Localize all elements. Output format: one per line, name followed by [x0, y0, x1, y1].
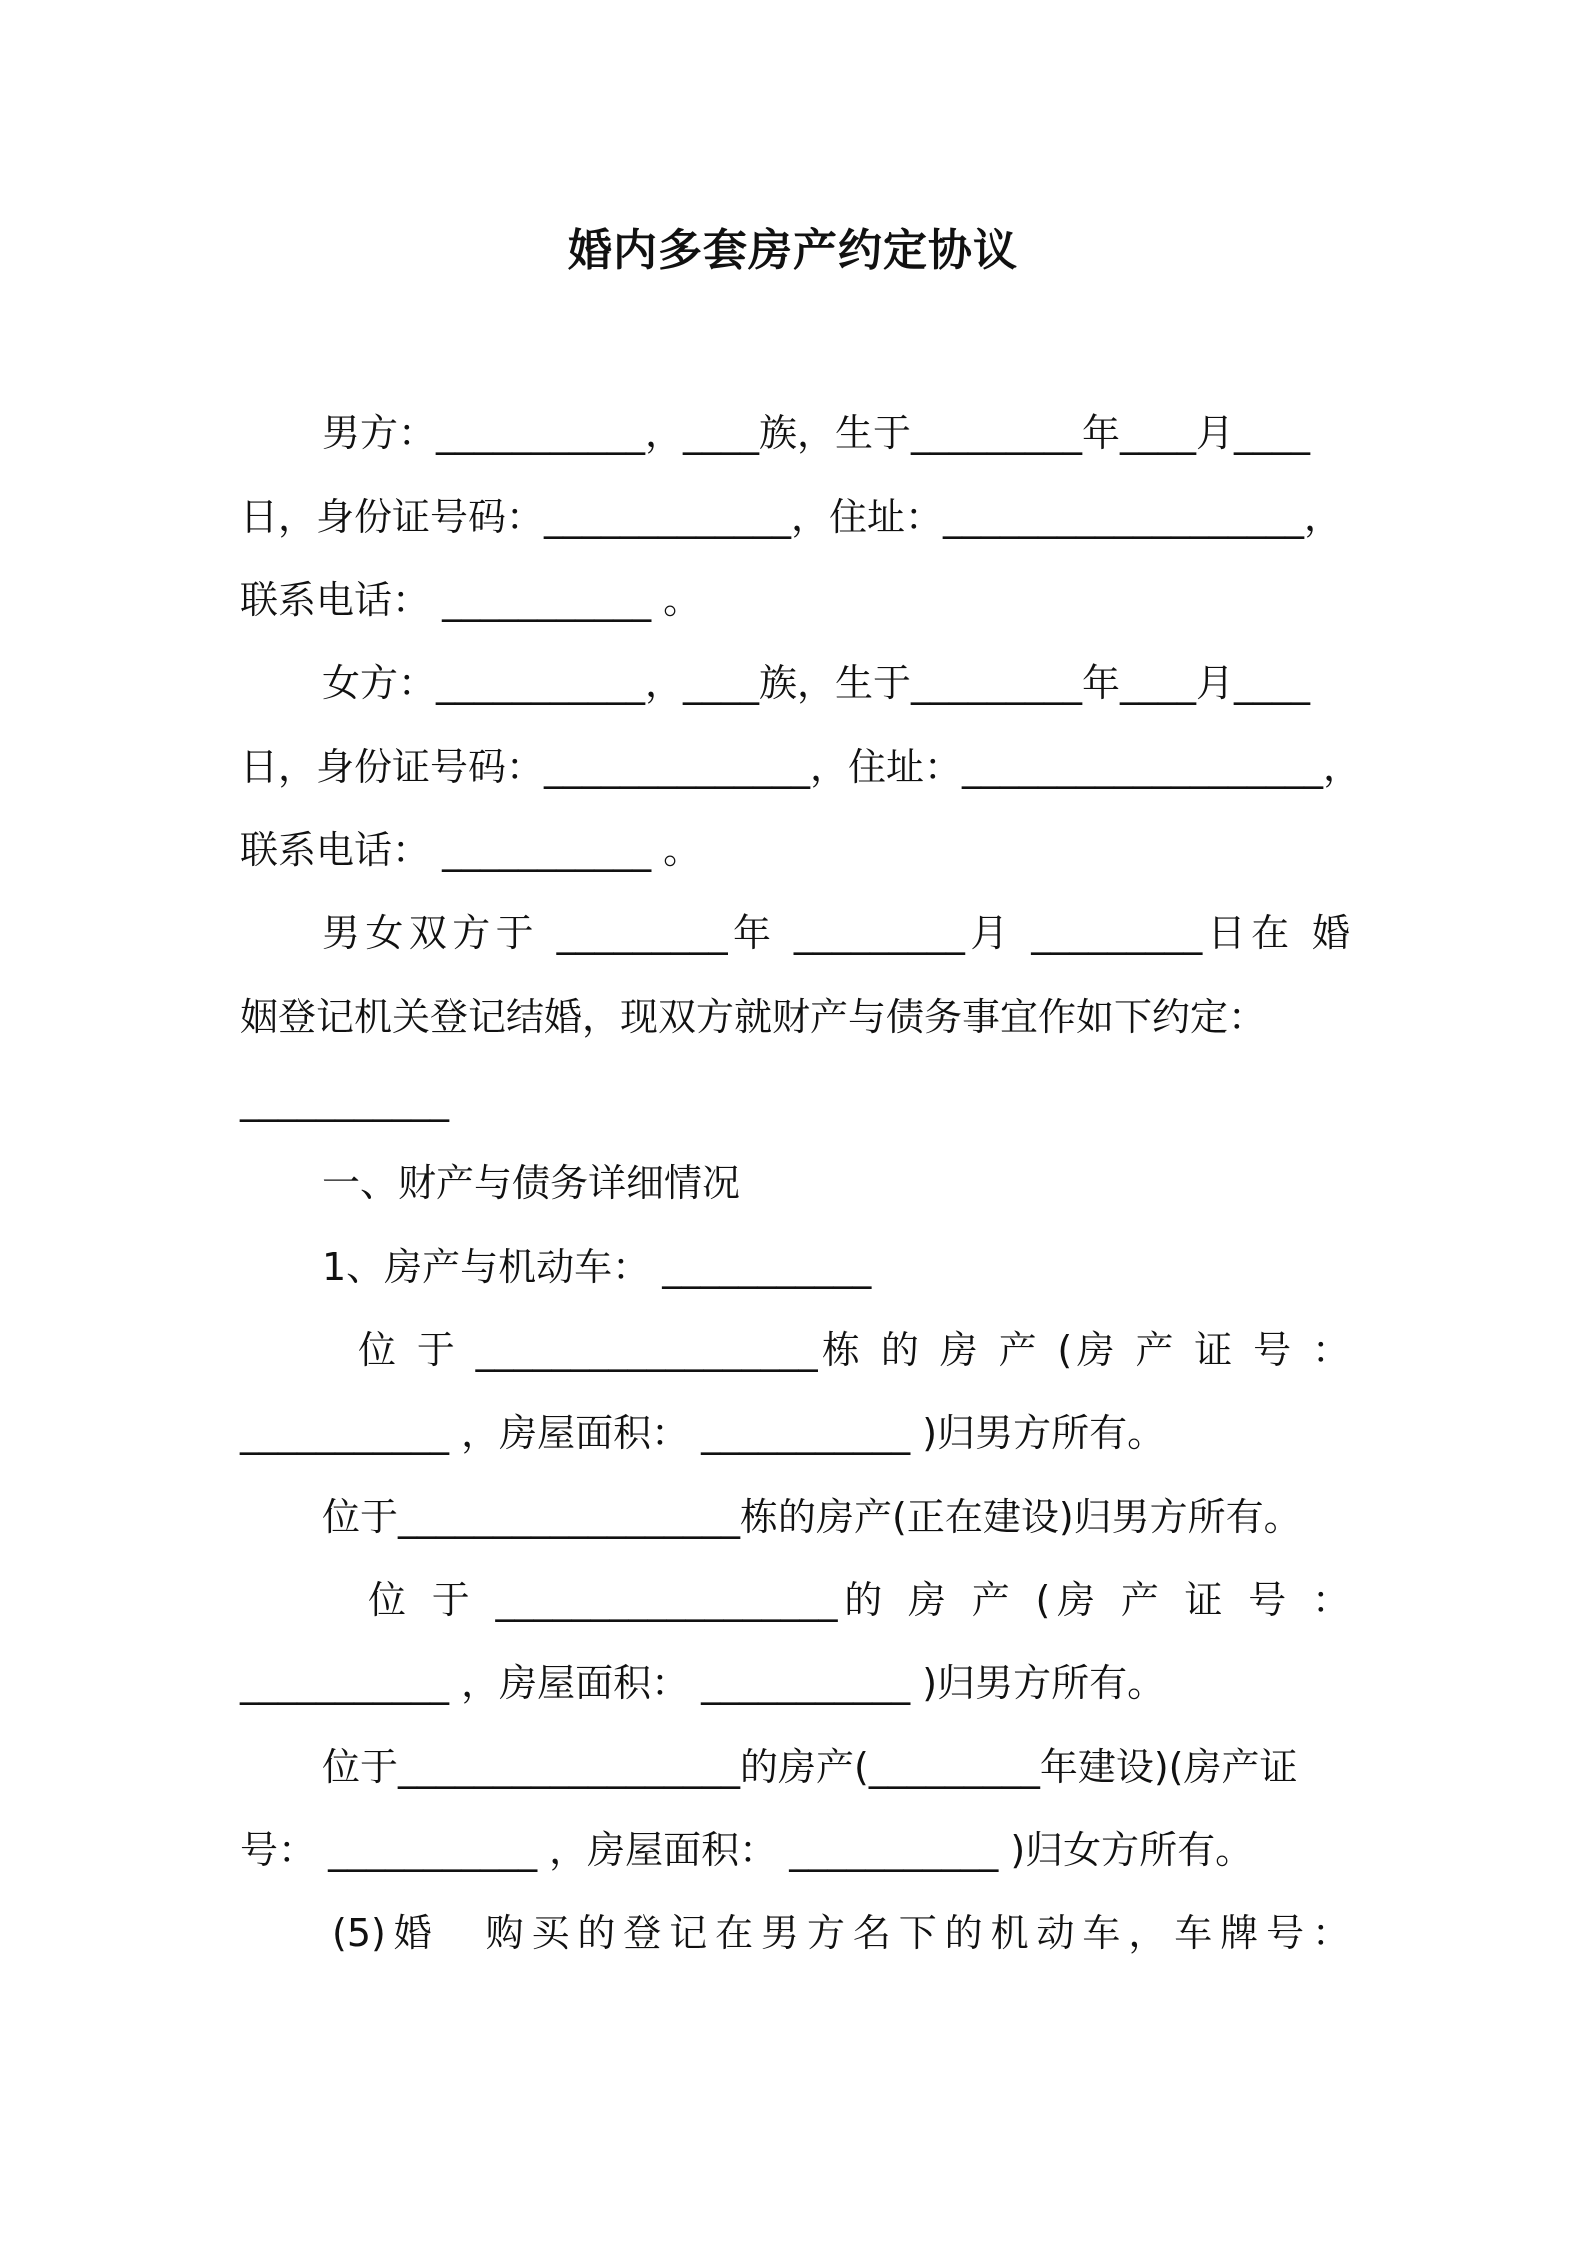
marriage-statement-line-2: 姻登记机关登记结婚，现双方就财产与债务事宜作如下约定： [240, 995, 1267, 1039]
property-1-line-1: 位 于 __________________栋 的 房 产 (房 产 证 号 ： [358, 1328, 1350, 1372]
property-4-line-1: 位于__________________的房产(_________年建设)(房产证 [322, 1745, 1298, 1789]
female-party-line-3: 联系电话： ___________ 。 [240, 828, 702, 872]
subsection-heading: 1、房产与机动车： ___________ [322, 1245, 872, 1289]
female-party-line-2: 日，身份证号码：______________，住址：___________________， [240, 745, 1362, 789]
marriage-statement-line-3: ___________ [240, 1078, 449, 1122]
male-party-line-3: 联系电话： ___________ 。 [240, 578, 702, 622]
property-3-line-1: 位 于 __________________的 房 产 (房 产 证 号 ： [368, 1578, 1350, 1622]
male-party-line-1: 男方：___________，____族，生于_________年____月____ [322, 411, 1311, 455]
vehicle-line: (5)婚 购买的登记在男方名下的机动车，车牌号： [332, 1911, 1350, 1955]
female-party-line-1: 女方：___________，____族，生于_________年____月____ [322, 661, 1311, 705]
marriage-statement-line-1: 男女双方于 _________年 _________月 _________日在 婚 [322, 911, 1350, 955]
property-1-line-2: ___________ ，房屋面积： ___________ )归男方所有。 [240, 1411, 1166, 1455]
document-title: 婚内多套房产约定协议 [568, 225, 1018, 276]
section-heading: 一、财产与债务详细情况 [322, 1161, 741, 1205]
property-4-line-2: 号： ___________ ，房屋面积： ___________ )归女方所有。 [240, 1828, 1254, 1872]
property-3-line-2: ___________ ，房屋面积： ___________ )归男方所有。 [240, 1661, 1166, 1705]
male-party-line-2: 日，身份证号码：_____________，住址：___________________， [240, 495, 1343, 539]
property-2-line: 位于__________________栋的房产(正在建设)归男方所有。 [322, 1495, 1302, 1539]
